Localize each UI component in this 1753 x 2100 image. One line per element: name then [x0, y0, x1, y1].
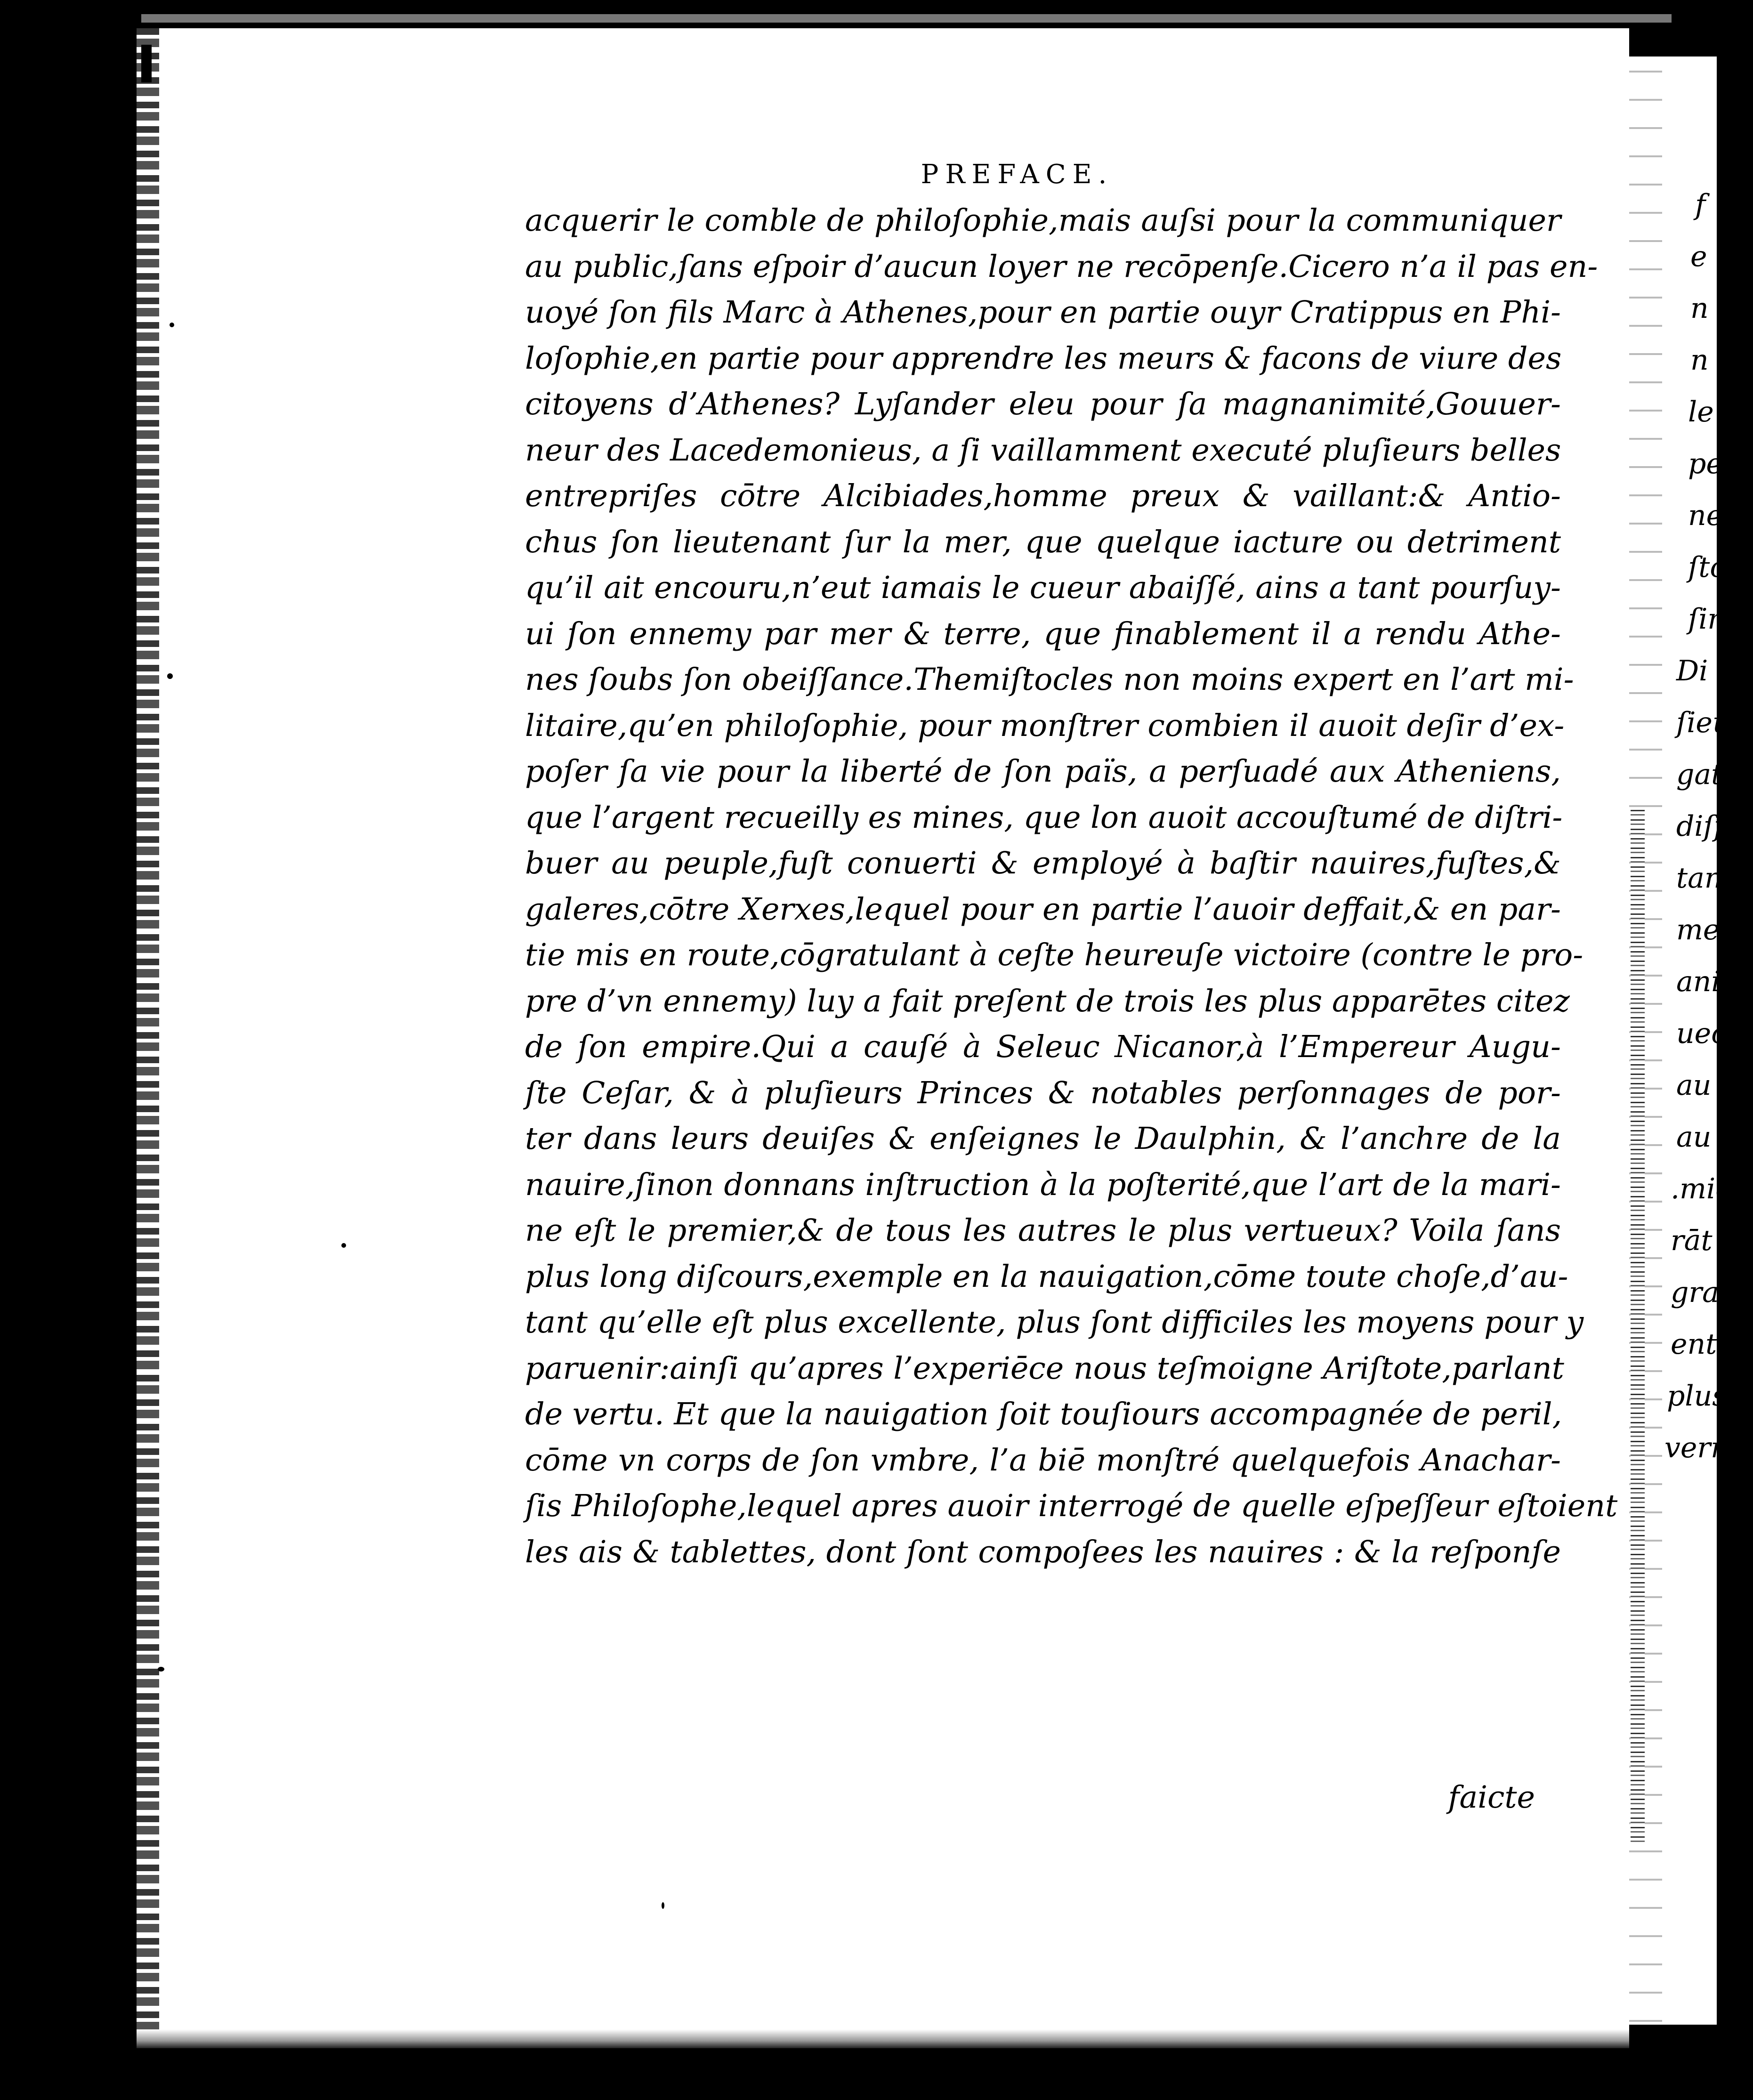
right-page-fragment: e [1690, 240, 1707, 273]
right-page-fragment: rāt a [1671, 1224, 1738, 1257]
right-page-fragment: n [1690, 344, 1709, 377]
text-line: de ſon empire.Qui a cauſé à Seleuc Nicanor,à l’Empereur Augu- [525, 1029, 1561, 1065]
text-line: de vertu. Et que la nauigation ſoit touſiours accompagnée de peril, [525, 1397, 1562, 1432]
right-page-fragment: diſſ [1676, 810, 1725, 843]
text-line: neur des Lacedemonieus, a ſi vaillamment executé pluſieurs belles [525, 432, 1561, 468]
text-line: ſte Ceſar, & à pluſieurs Princes & notables perſonnages de por- [525, 1075, 1561, 1111]
text-line: ne eſt le premier,& de tous les autres le plus vertueux? Voila ſans [525, 1213, 1561, 1248]
right-page-fragment: plus r [1667, 1380, 1749, 1413]
right-page-fragment: f [1695, 188, 1706, 221]
scan-speck [341, 1243, 346, 1248]
scan-speck [170, 323, 174, 327]
page-bottom-edge [137, 2029, 1629, 2048]
running-head: PREFACE. [921, 159, 1114, 190]
right-page-fragment: le [1688, 396, 1714, 428]
right-page-fragment: anin [1676, 965, 1739, 998]
scan-mark [108, 1794, 117, 1879]
text-line: galeres,cōtre Xerxes,lequel pour en partie l’auoir deffait,& en par- [525, 891, 1561, 927]
text-line: nauire,ſinon donnans inſtruction à la poſterité,que l’art de la mari- [525, 1167, 1561, 1203]
right-page-fragment: au n [1676, 1069, 1739, 1102]
text-line: tie mis en route,cōgratulant à ceſte heureuſe victoire (contre le pro- [525, 937, 1583, 973]
scan-speck [167, 673, 173, 679]
text-line: litaire,qu’en philoſophie, pour monſtrer combien il auoit deſir d’ex- [525, 708, 1565, 743]
text-line: que l’argent recueilly es mines, que lon auoit accouſtumé de diſtri- [525, 800, 1563, 835]
text-line: qu’il ait encouru,n’eut iamais le cueur abaiſſé, ains a tant pourſuy- [525, 570, 1561, 606]
right-page-fragment: au r [1676, 1121, 1734, 1154]
right-page-fragment: ſieu [1676, 706, 1731, 739]
right-page-fragment: tan [1676, 862, 1723, 895]
scan-speck [662, 1902, 664, 1909]
right-page-fragment: n [1690, 292, 1709, 325]
text-line: cōme vn corps de ſon vmbre, l’a biē monſtré quelquefois Anachar- [525, 1442, 1561, 1478]
right-page-fragment: entre [1671, 1328, 1747, 1361]
right-page-fragment: verra [1664, 1431, 1741, 1464]
right-page-fragment: ſto [1688, 551, 1727, 584]
text-line: au public,ſans eſpoir d’aucun loyer ne recōpenſe.Cicero n’a il pas en- [525, 249, 1598, 284]
right-page-fragment: Di [1676, 654, 1708, 687]
text-line: uoyé ſon fils Marc à Athenes,pour en partie ouyr Cratippus en Phi- [525, 295, 1561, 330]
text-line: plus long diſcours,exemple en la nauigation,cōme toute choſe,d’au- [525, 1259, 1568, 1294]
text-line: pre d’vn ennemy) luy a fait preſent de trois les plus apparētes citez [525, 983, 1570, 1019]
page-binding-edge [137, 28, 159, 2048]
right-page-fragment: ne [1688, 499, 1723, 532]
text-line: nes ſoubs ſon obeiſſance.Themiſtocles non moins expert en l’art mi- [525, 662, 1574, 697]
text-line: entrepriſes cōtre Alcibiades,homme preux & vaillant:& Antio- [525, 478, 1561, 514]
text-line: loſophie,en partie pour apprendre les meurs & facons de viure des [525, 340, 1562, 376]
right-page-fragment: pe [1688, 447, 1723, 480]
text-line: tant qu’elle eſt plus excellente, plus ſont difficiles les moyens pour y [525, 1305, 1584, 1340]
text-line: poſer ſa vie pour la liberté de ſon païs, a perſuadé aux Atheniens, [525, 754, 1561, 789]
text-line: les ais & tablettes, dont ſont compoſees les nauires : & la reſponſe [525, 1534, 1561, 1570]
text-line: ſis Philoſophe,lequel apres auoir interrogé de quelle eſpeſſeur eſtoient [525, 1488, 1618, 1524]
right-page-fragment: uec [1676, 1017, 1727, 1050]
right-page-fragment: .mien [1671, 1172, 1751, 1205]
scan-top-strip [141, 14, 1672, 23]
right-page-fringe [1631, 810, 1645, 1846]
right-page-fragment: gat [1676, 758, 1723, 791]
body-text [525, 198, 1618, 1575]
scan-speck [158, 1667, 164, 1672]
text-line: buer au peuple,fuſt conuerti & employé à baſtir nauires,fuſtes,& [525, 846, 1561, 881]
right-page-fragment: me [1676, 913, 1720, 946]
text-line: ui ſon ennemy par mer & terre, que finablement il a rendu Athe- [525, 616, 1561, 652]
text-line: acquerir le comble de philoſophie,mais auſsi pour la communiquer [525, 203, 1561, 238]
scan-mark [141, 45, 152, 82]
text-line: citoyens d’Athenes? Lyſander eleu pour ſa magnanimité,Gouuer- [525, 387, 1561, 422]
right-page-fragment: ſin [1688, 603, 1726, 636]
text-line: paruenir:ainſi qu’apres l’experiēce nous teſmoigne Ariſtote,parlant [525, 1350, 1564, 1386]
catchword: faicte [1448, 1780, 1535, 1815]
text-line: ter dans leurs deuiſes & enſeignes le Daulphin, & l’anchre de la [525, 1121, 1561, 1156]
right-page-fragment: granc [1671, 1276, 1753, 1309]
text-line: chus ſon lieutenant ſur la mer, que quelque iacture ou detriment [525, 524, 1561, 560]
